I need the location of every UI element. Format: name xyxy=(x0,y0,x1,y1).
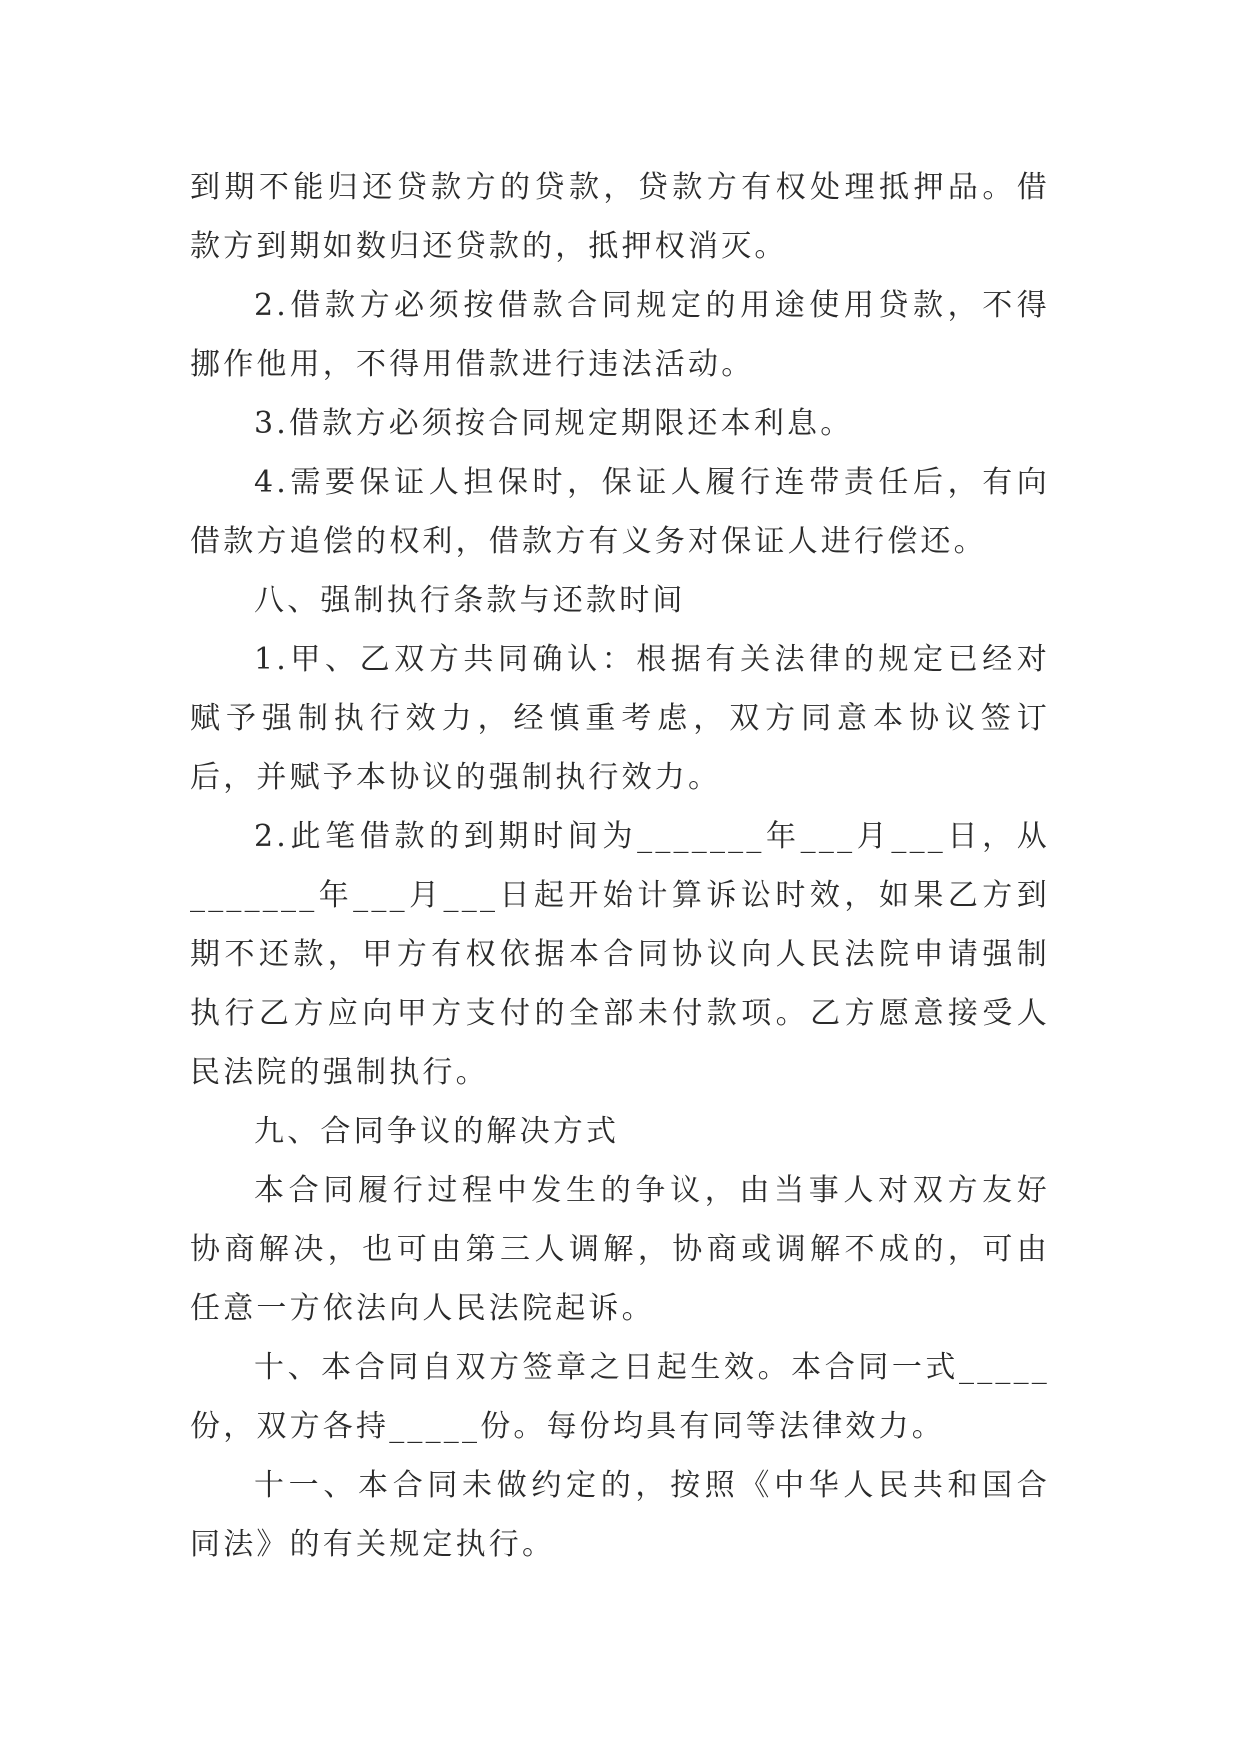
paragraph-continuation: 到期不能归还贷款方的贷款，贷款方有权处理抵押品。借款方到期如数归还贷款的，抵押权消灭。 xyxy=(190,170,1050,264)
paragraph-clause-2: 2.借款方必须按借款合同规定的用途使用贷款，不得挪作他用，不得用借款进行违法活动。 xyxy=(190,288,1050,382)
section-heading-9: 九、合同争议的解决方式 xyxy=(254,1114,620,1149)
paragraph-enforcement-1: 1.甲、乙双方共同确认：根据有关法律的规定已经对赋予强制执行效力，经慎重考虑，双方同意本协议签订后，并赋予本协议的强制执行效力。 xyxy=(190,642,1050,795)
section-heading-10: 十、本合同自双方签章之日起生效。本合同一式_____份，双方各持_____份。每份均具有同等法律效力。 xyxy=(190,1350,1050,1444)
paragraph-dispute: 本合同履行过程中发生的争议，由当事人对双方友好协商解决，也可由第三人调解，协商或调解不成的，可由任意一方依法向人民法院起诉。 xyxy=(190,1173,1050,1326)
paragraph-clause-4: 4.需要保证人担保时，保证人履行连带责任后，有向借款方追偿的权利，借款方有义务对保证人进行偿还。 xyxy=(190,465,1050,559)
section-heading-11: 十一、本合同未做约定的，按照《中华人民共和国合同法》的有关规定执行。 xyxy=(190,1468,1050,1562)
paragraph-clause-3: 3.借款方必须按合同规定期限还本利息。 xyxy=(254,406,854,441)
document-body xyxy=(190,158,1050,1574)
paragraph-enforcement-2: 2.此笔借款的到期时间为_______年___月___日，从_______年___月___日起开始计算诉讼时效，如果乙方到期不还款，甲方有权依据本合同协议向人民法院申请强制执行乙方应向甲方支付的全部未付款项。乙方愿意接受人民法院的强制执行。 xyxy=(190,819,1050,1090)
section-heading-8: 八、强制执行条款与还款时间 xyxy=(254,583,686,618)
